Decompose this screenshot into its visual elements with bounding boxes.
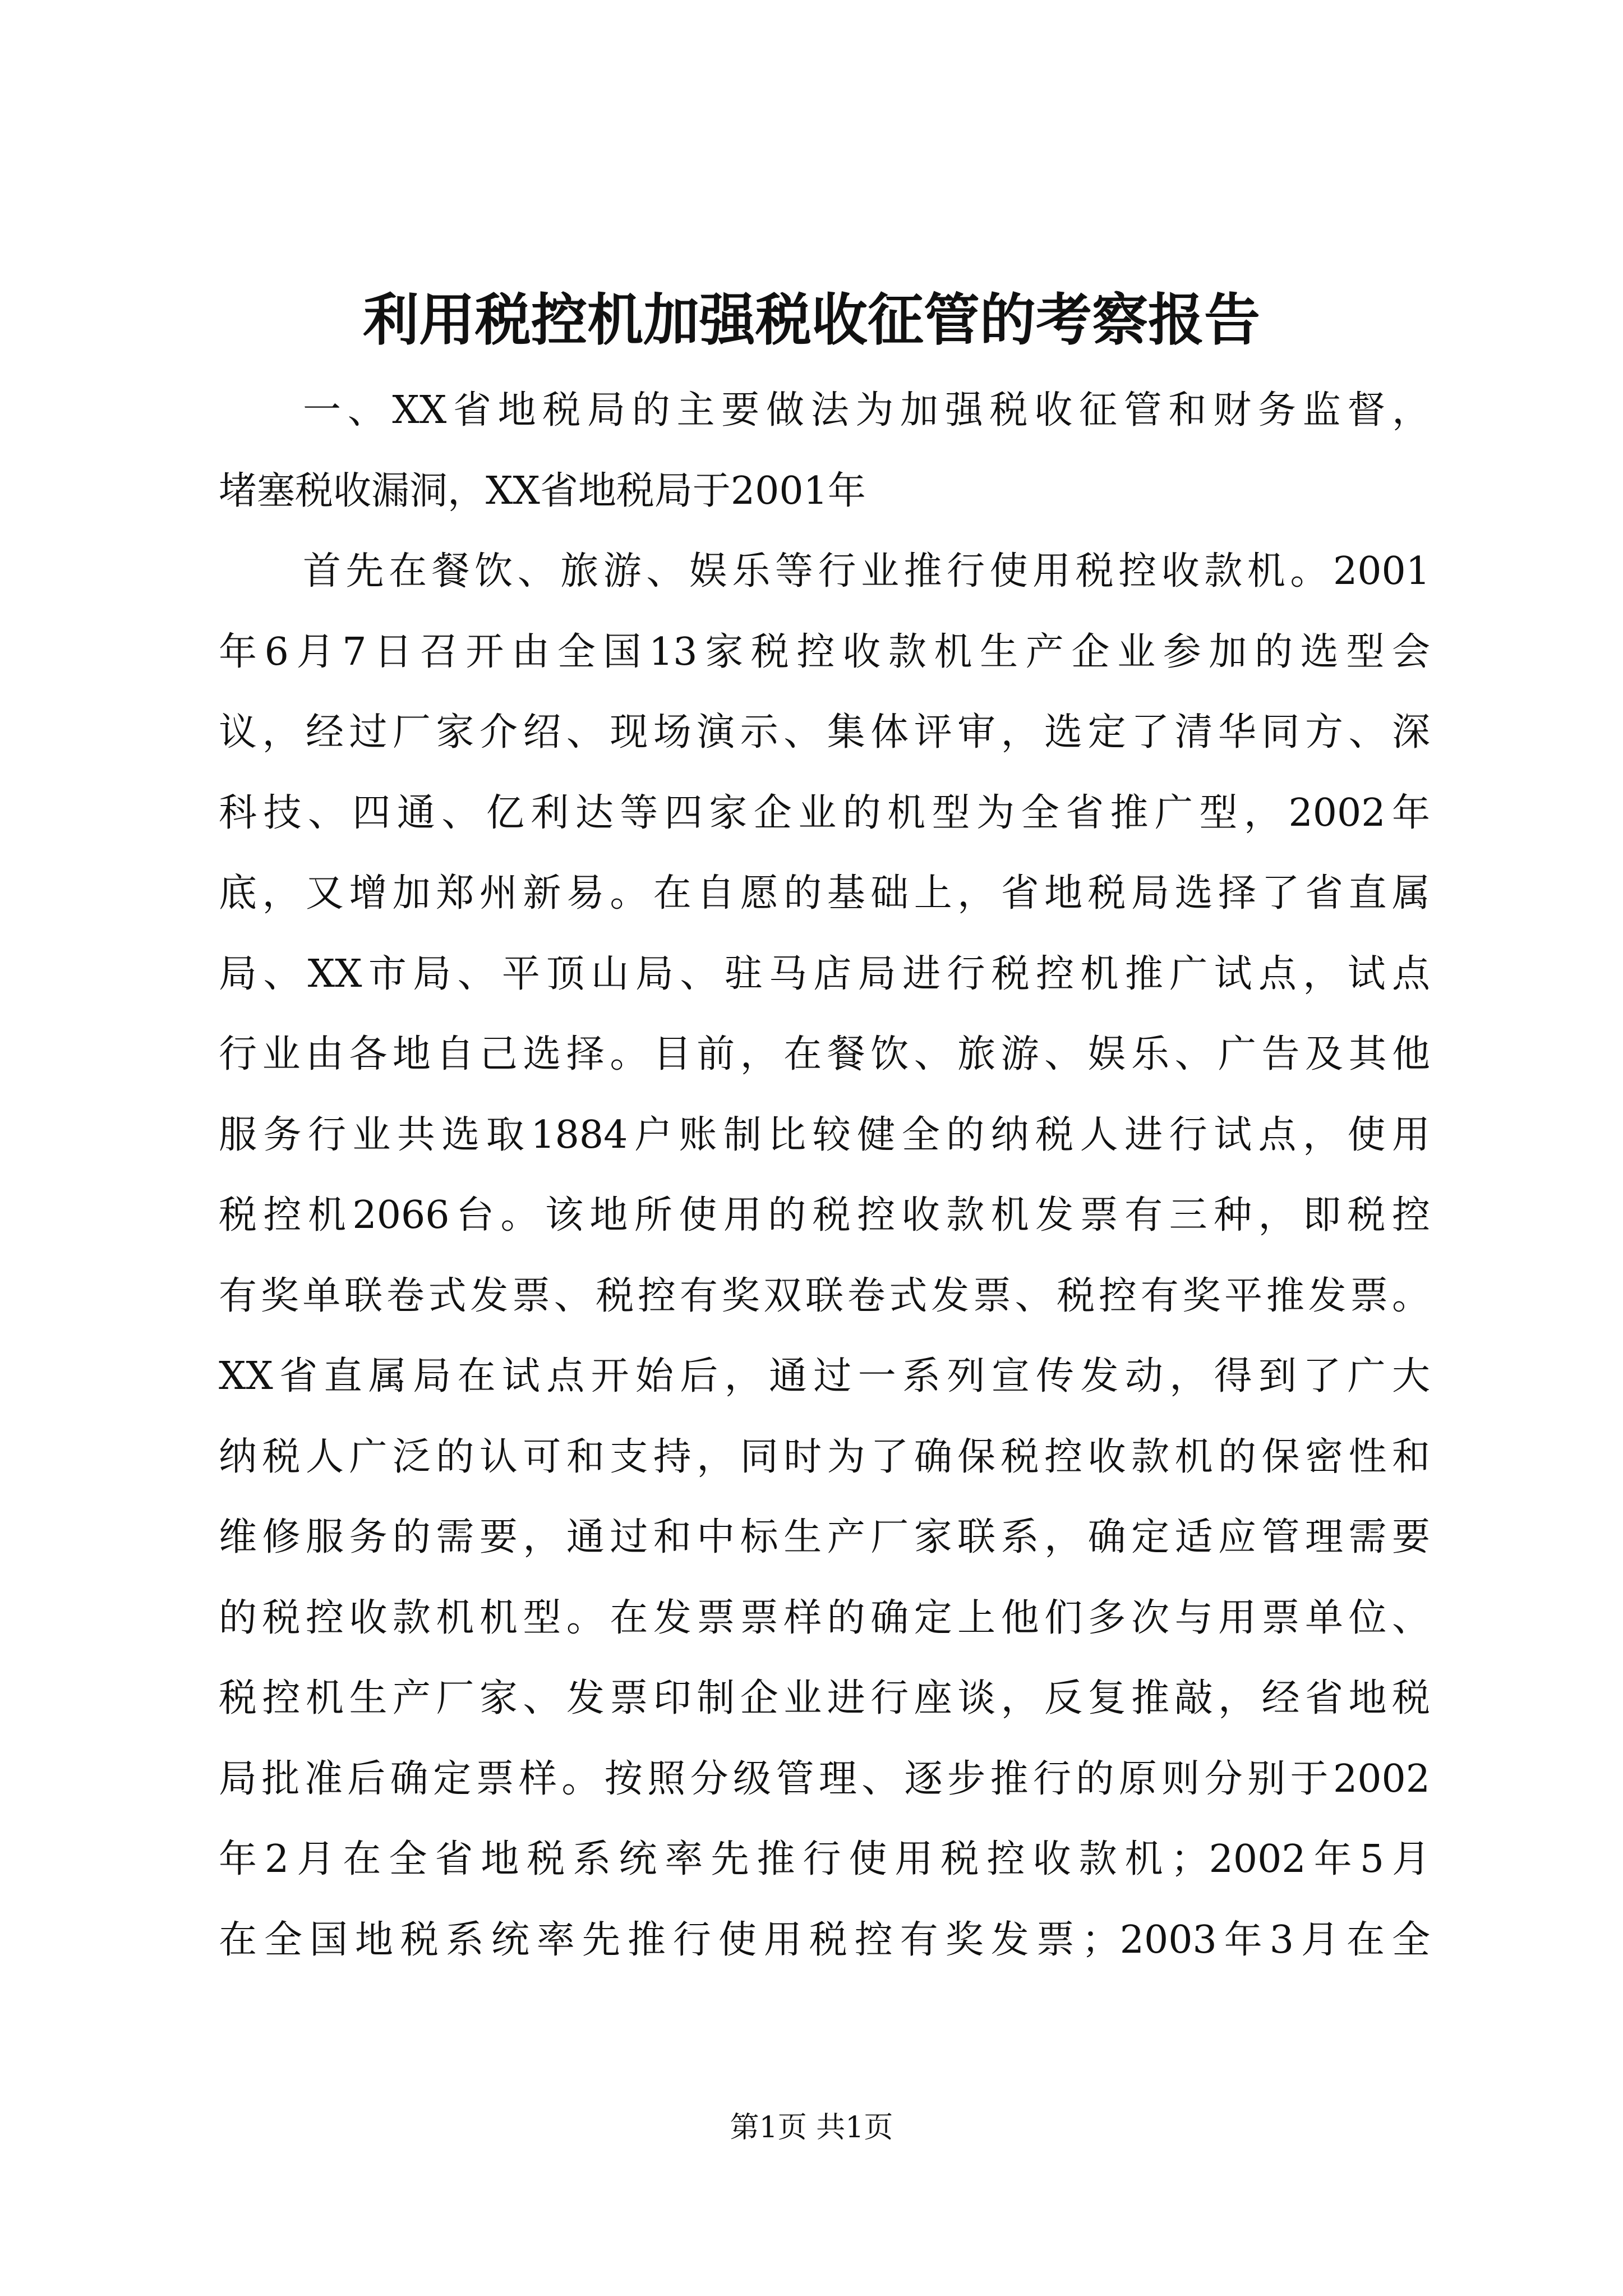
paragraph-2-line-3: 议，经过厂家介绍、现场演示、集体评审，选定了清华同方、深 xyxy=(219,710,1430,754)
paragraph-2-line-2: 年6月7日召开由全国13家税控收款机生产企业参加的选型会 xyxy=(219,629,1430,674)
paragraph-2-line-7: 行业由各地自己选择。目前，在餐饮、旅游、娱乐、广告及其他 xyxy=(219,1032,1430,1076)
paragraph-2-line-13: 维修服务的需要，通过和中标生产厂家联系，确定适应管理需要 xyxy=(219,1515,1430,1559)
paragraph-1-line-2: 堵塞税收漏洞，XX省地税局于2001年 xyxy=(219,468,866,513)
paragraph-2-line-9: 税控机2066台。该地所使用的税控收款机发票有三种，即税控 xyxy=(219,1193,1430,1237)
document-title: 利用税控机加强税收征管的考察报告 xyxy=(363,287,1260,353)
paragraph-1-line-1: 一、XX省地税局的主要做法为加强税收征管和财务监督， xyxy=(303,388,1430,432)
paragraph-2-line-1: 首先在餐饮、旅游、娱乐等行业推行使用税控收款机。2001 xyxy=(303,549,1430,593)
paragraph-2-line-18: 在全国地税系统率先推行使用税控有奖发票；2003年3月在全 xyxy=(219,1917,1430,1962)
paragraph-2-line-5: 底，又增加郑州新易。在自愿的基础上，省地税局选择了省直属 xyxy=(219,871,1430,915)
paragraph-2-line-12: 纳税人广泛的认可和支持，同时为了确保税控收款机的保密性和 xyxy=(219,1434,1430,1479)
document-body xyxy=(219,370,1430,1980)
paragraph-2-line-4: 科技、四通、亿利达等四家企业的机型为全省推广型，2002年 xyxy=(219,790,1430,835)
page-footer: 第1页 共1页 xyxy=(730,2111,893,2145)
paragraph-2-line-17: 年2月在全省地税系统率先推行使用税控收款机；2002年5月 xyxy=(219,1837,1430,1881)
paragraph-2-line-6: 局、XX市局、平顶山局、驻马店局进行税控机推广试点，试点 xyxy=(219,951,1430,996)
paragraph-2-line-16: 局批准后确定票样。按照分级管理、逐步推行的原则分别于2002 xyxy=(219,1756,1430,1801)
paragraph-2-line-10: 有奖单联卷式发票、税控有奖双联卷式发票、税控有奖平推发票。 xyxy=(219,1273,1430,1318)
paragraph-2-line-15: 税控机生产厂家、发票印制企业进行座谈，反复推敲，经省地税 xyxy=(219,1676,1430,1720)
paragraph-2-line-14: 的税控收款机机型。在发票票样的确定上他们多次与用票单位、 xyxy=(219,1595,1430,1640)
paragraph-2-line-8: 服务行业共选取1884户账制比较健全的纳税人进行试点，使用 xyxy=(219,1112,1430,1157)
paragraph-2-line-11: XX省直属局在试点开始后，通过一系列宣传发动，得到了广大 xyxy=(219,1354,1430,1398)
